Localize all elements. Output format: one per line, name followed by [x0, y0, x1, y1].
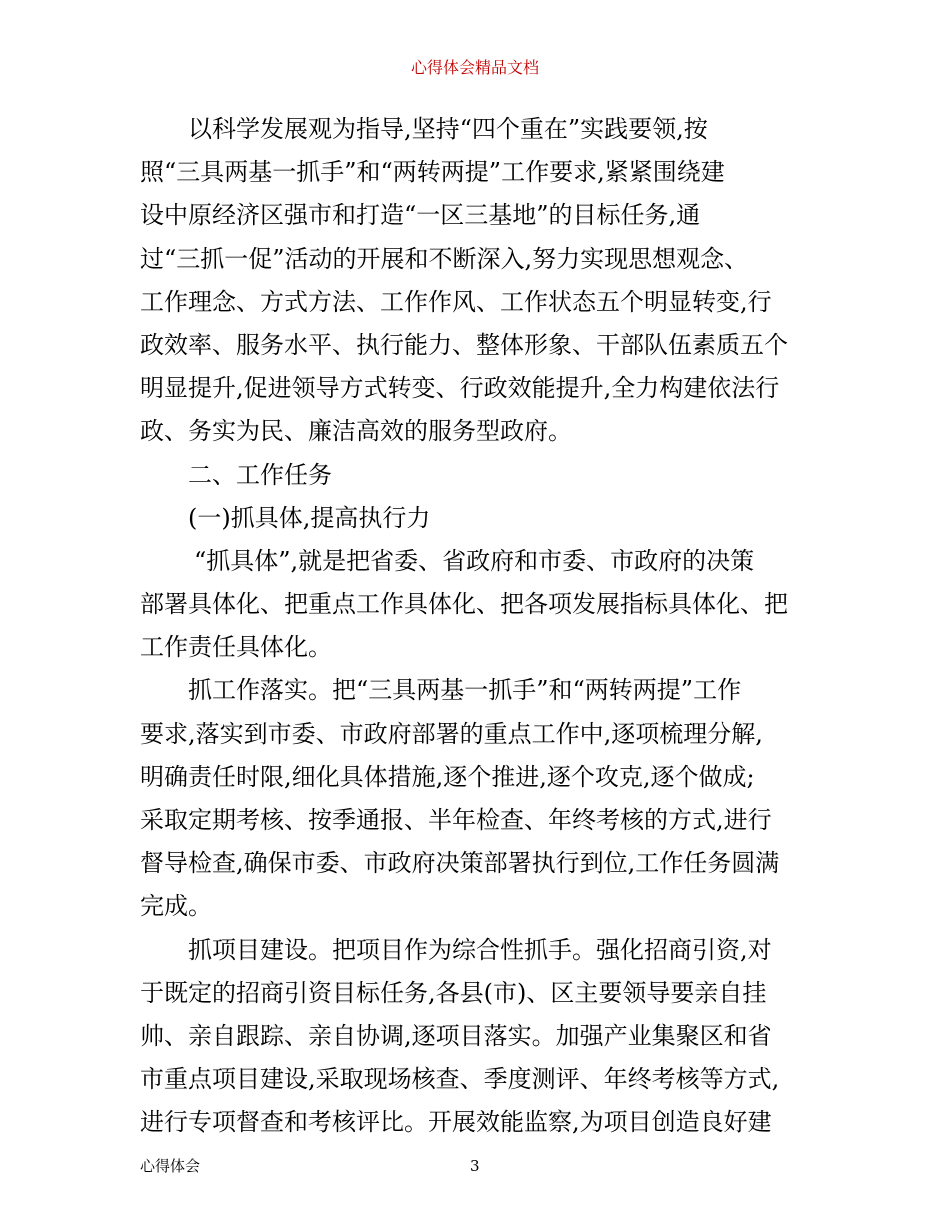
paragraph-line: 完成。 [140, 892, 212, 921]
paragraph-line: 督导检查,确保市委、市政府决策部署执行到位,工作任务圆满 [140, 849, 780, 878]
paragraph-line: 进行专项督查和考核评比。开展效能监察,为项目创造良好建 [140, 1108, 772, 1137]
paragraph-line: 以科学发展观为指导,坚持“四个重在”实践要领,按 [188, 115, 708, 143]
paragraph-line: 照“三具两基一抓手”和“两转两提”工作要求,紧紧围绕建 [140, 158, 725, 187]
paragraph-line: “抓具体”,就是把省委、省政府和市委、市政府的决策 [194, 546, 755, 575]
section-heading: 二、工作任务 [188, 460, 332, 489]
paragraph-line: 设中原经济区强市和打造“一区三基地”的目标任务,通 [140, 201, 701, 230]
paragraph-line: 政、务实为民、廉洁高效的服务型政府。 [140, 417, 572, 446]
paragraph-line: 政效率、服务水平、执行能力、整体形象、干部队伍素质五个 [140, 330, 788, 359]
paragraph-line: 抓项目建设。把项目作为综合性抓手。强化招商引资,对 [188, 935, 772, 964]
document-body [140, 108, 820, 1145]
paragraph-line: 工作理念、方式方法、工作作风、工作状态五个明显转变,行 [140, 287, 772, 316]
paragraph-line: 明显提升,促进领导方式转变、行政效能提升,全力构建依法行 [140, 374, 780, 403]
subsection-heading: (一)抓具体,提高执行力 [188, 503, 431, 532]
paragraph-line: 市重点项目建设,采取现场核查、季度测评、年终考核等方式, [140, 1065, 780, 1094]
page-footer [0, 1156, 950, 1176]
page-number: 3 [470, 1157, 480, 1175]
paragraph-line: 要求,落实到市委、市政府部署的重点工作中,逐项梳理分解, [140, 719, 763, 748]
paragraph-line: 部署具体化、把重点工作具体化、把各项发展指标具体化、把 [140, 590, 788, 619]
page-header-title: 心得体会精品文档 [410, 58, 539, 77]
paragraph-line: 帅、亲自跟踪、亲自协调,逐项目落实。加强产业集聚区和省 [140, 1021, 772, 1050]
paragraph-line: 工作责任具体化。 [140, 633, 332, 662]
footer-label: 心得体会 [140, 1157, 201, 1175]
paragraph-line: 采取定期考核、按季通报、半年检查、年终考核的方式,进行 [140, 806, 772, 834]
paragraph-line: 于既定的招商引资目标任务,各县(市)、区主要领导要亲自挂 [140, 978, 767, 1007]
paragraph-line: 抓工作落实。把“三具两基一抓手”和“两转两提”工作 [188, 676, 742, 705]
paragraph-line: 过“三抓一促”活动的开展和不断深入,努力实现思想观念、 [140, 244, 749, 273]
paragraph-line: 明确责任时限,细化具体措施,逐个推进,逐个攻克,逐个做成; [140, 762, 755, 791]
